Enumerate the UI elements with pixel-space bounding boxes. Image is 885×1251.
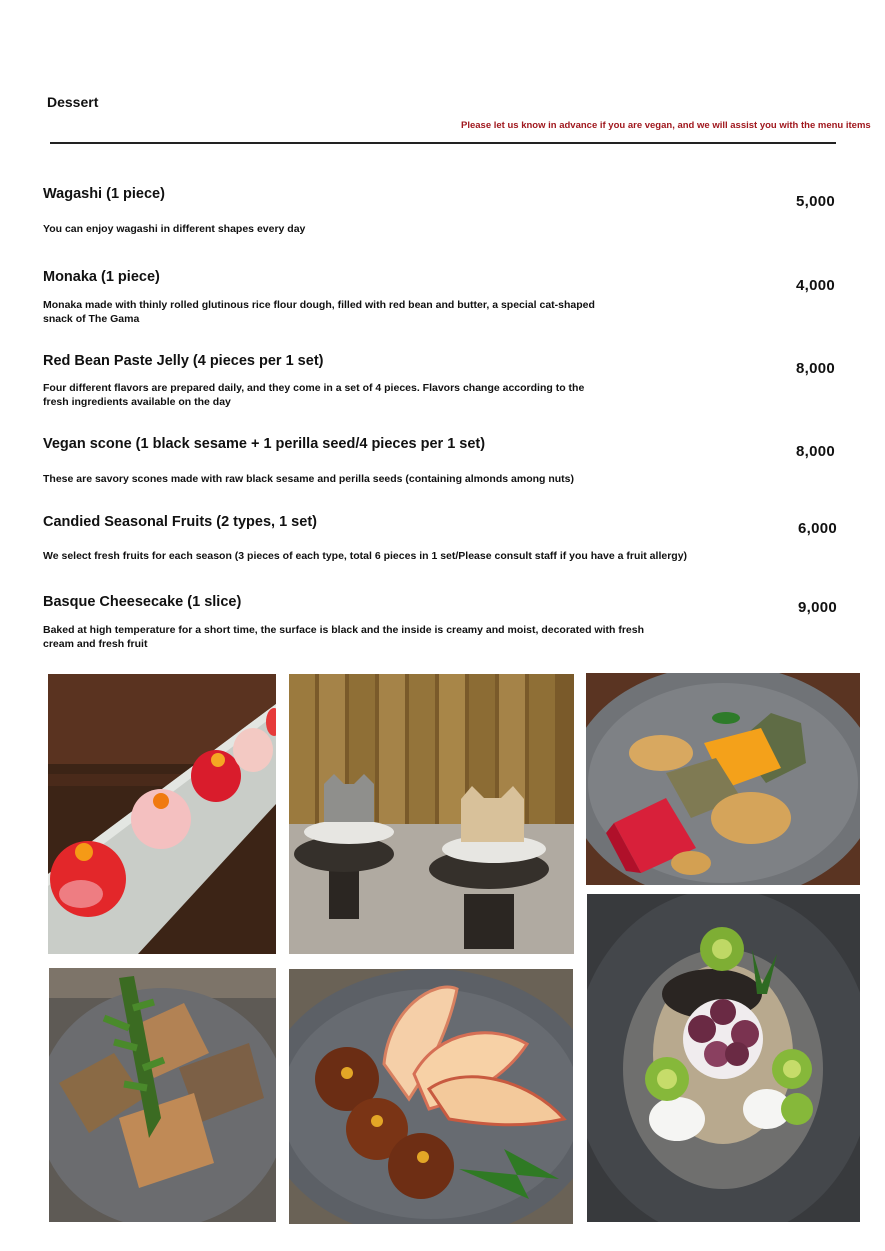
menu-item-name: Basque Cheesecake (1 slice): [43, 594, 242, 610]
menu-item-price: 8,000: [795, 443, 835, 460]
menu-item-price: 5,000: [795, 193, 835, 210]
menu-item-name: Vegan scone (1 black sesame + 1 perilla seed/4 pieces per 1 set): [43, 436, 486, 452]
menu-item-description: Monaka made with thinly rolled glutinous rice flour dough, filled with red bean and butter, a special cat-shaped snack of The Gama: [43, 299, 595, 325]
menu-item-price: 8,000: [795, 360, 835, 377]
wagashi-photo: [48, 674, 276, 954]
menu-item-description: You can enjoy wagashi in different shapes every day: [43, 223, 306, 235]
vegan-notice: Please let us know in advance if you are vegan, and we will assist you with the menu items: [461, 120, 871, 131]
menu-item-name: Candied Seasonal Fruits (2 types, 1 set): [43, 514, 317, 530]
scone-photo: [49, 968, 276, 1222]
candied-fruit-photo: [289, 969, 573, 1224]
menu-item-name: Monaka (1 piece): [43, 269, 160, 285]
jelly-photo: [586, 673, 860, 885]
menu-item-price: 6,000: [797, 520, 837, 537]
cheesecake-photo: [587, 894, 860, 1222]
header-divider: [50, 142, 836, 144]
page-title: Dessert: [47, 94, 99, 110]
menu-item-description: We select fresh fruits for each season (3 pieces of each type, total 6 pieces in 1 set/Please consult staff if you have a fruit allergy): [43, 550, 688, 562]
menu-item-description: Four different flavors are prepared daily, and they come in a set of 4 pieces. Flavors change according to the fresh ingredients available on the day: [43, 382, 585, 408]
menu-item-description: Baked at high temperature for a short time, the surface is black and the inside is creamy and moist, decorated with fresh cream and fresh fruit: [43, 624, 645, 650]
monaka-photo: [289, 674, 574, 954]
menu-item-price: 9,000: [797, 599, 837, 616]
menu-item-name: Red Bean Paste Jelly (4 pieces per 1 set): [43, 353, 324, 369]
menu-item-description: These are savory scones made with raw black sesame and perilla seeds (containing almonds among nuts): [43, 473, 575, 485]
menu-item-name: Wagashi (1 piece): [43, 186, 165, 202]
menu-item-price: 4,000: [795, 277, 835, 294]
